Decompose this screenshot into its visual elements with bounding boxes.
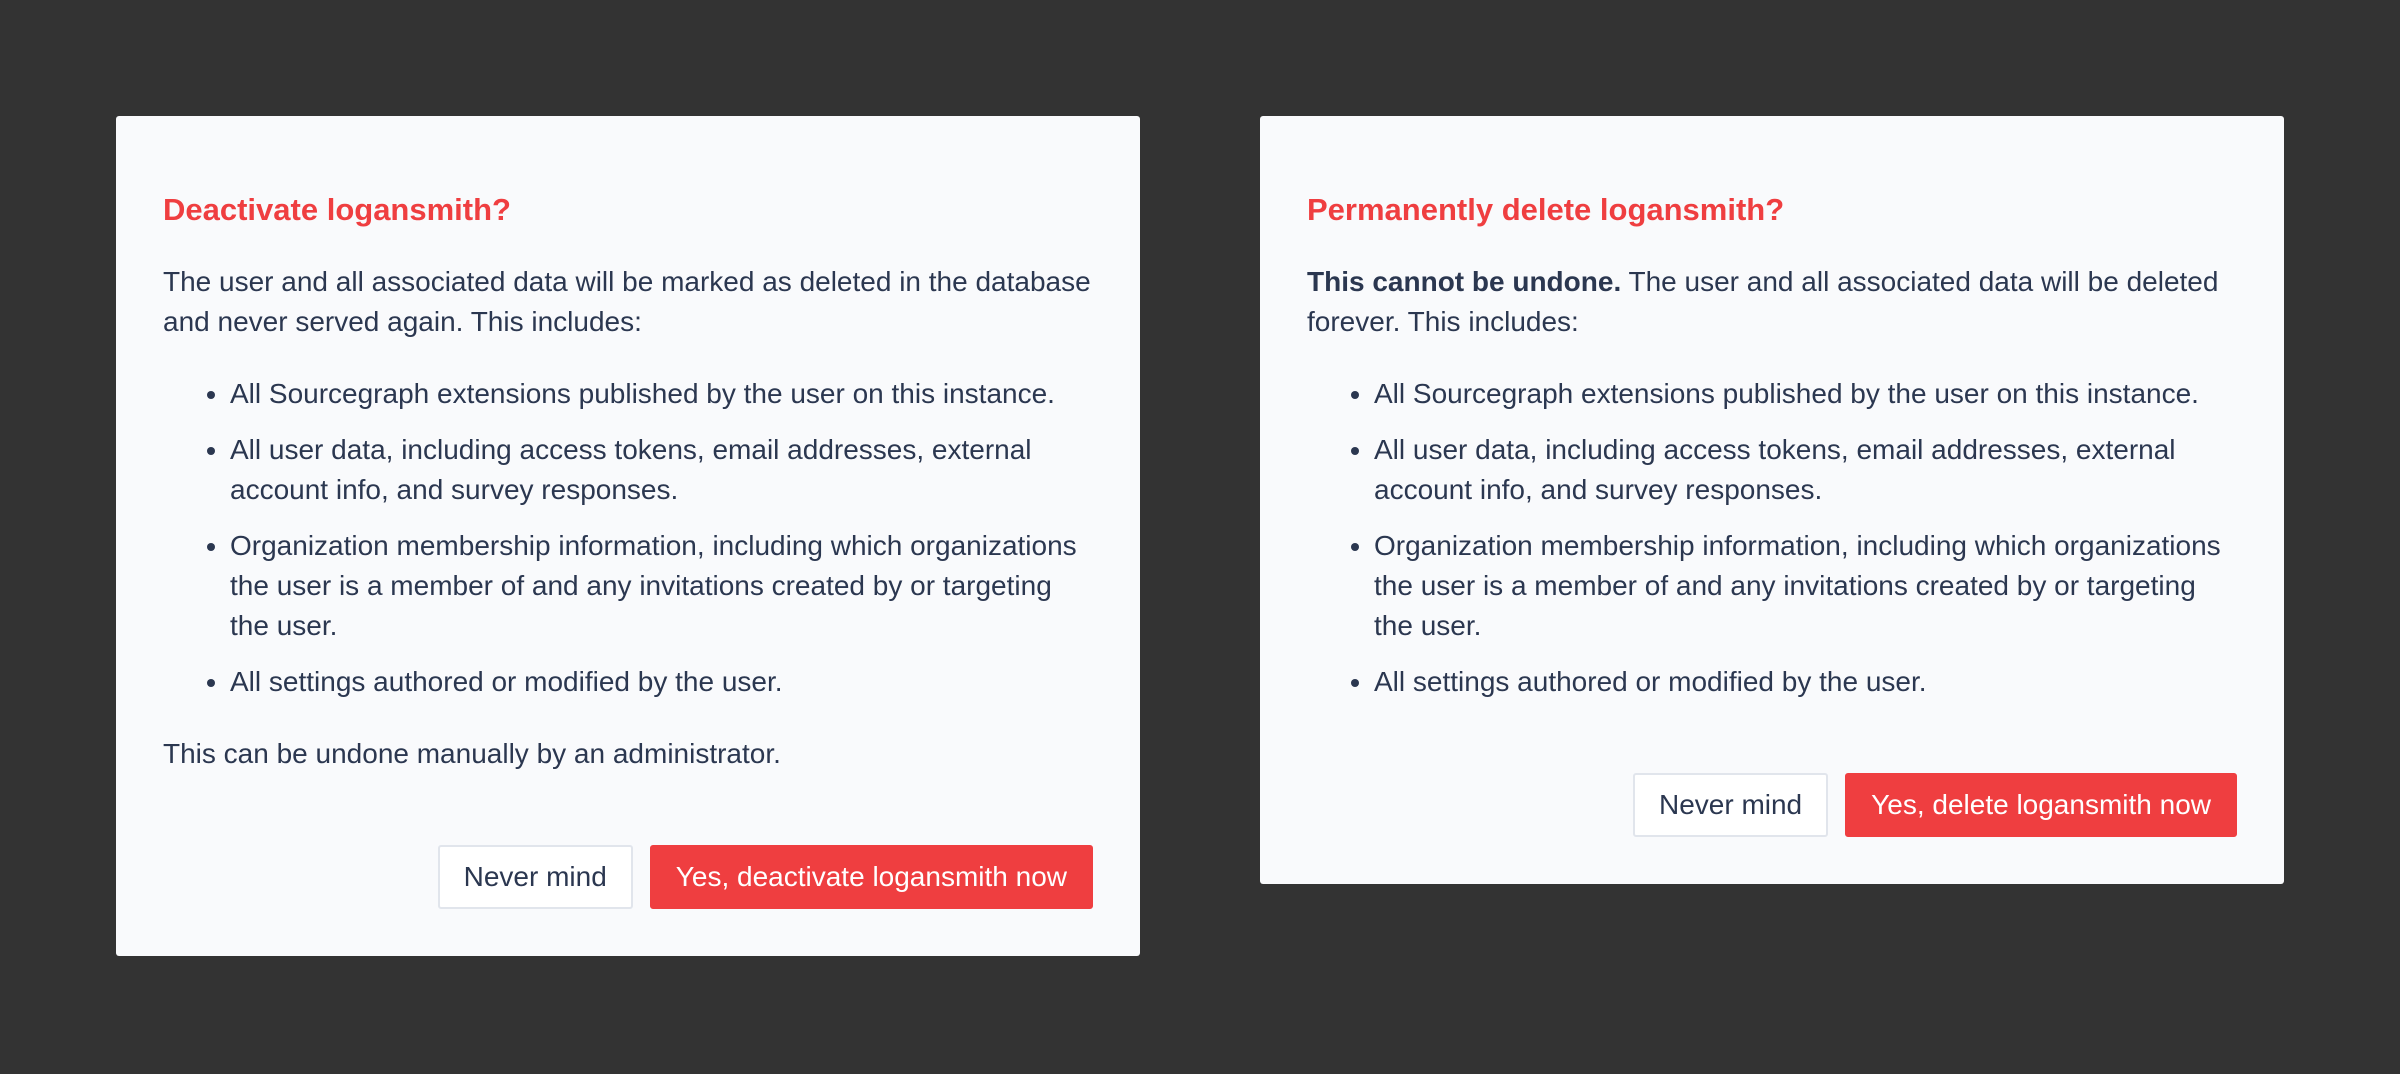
never-mind-button[interactable]: Never mind bbox=[1633, 773, 1828, 837]
list-item: • Organization membership information, including which organizations the user is a member of and any invitations created by or targeting the user. bbox=[230, 526, 1093, 646]
never-mind-button[interactable]: Never mind bbox=[438, 845, 633, 909]
list-item: • Organization membership information, including which organizations the user is a member of and any invitations created by or targeting the user. bbox=[1374, 526, 2237, 646]
delete-user-dialog bbox=[1260, 116, 2284, 884]
list-item: • All Sourcegraph extensions published by the user on this instance. bbox=[1374, 374, 2237, 414]
dialog-title: Permanently delete logansmith? bbox=[1307, 192, 1785, 227]
dialog-intro: The user and all associated data will be marked as deleted in the database and never served again. This includes: bbox=[163, 266, 1091, 337]
dialog-body bbox=[1307, 262, 2237, 702]
deactivate-user-dialog bbox=[116, 116, 1140, 956]
dialog-body bbox=[163, 262, 1093, 774]
confirm-deactivate-button[interactable]: Yes, deactivate logansmith now bbox=[650, 845, 1093, 909]
dialog-actions bbox=[1633, 773, 2237, 837]
included-data-list bbox=[1307, 374, 2237, 702]
undo-note: This can be undone manually by an administrator. bbox=[163, 738, 781, 769]
dialog-title: Deactivate logansmith? bbox=[163, 192, 511, 227]
list-item: • All user data, including access tokens, email addresses, external account info, and survey responses. bbox=[1374, 430, 2237, 510]
list-item: • All Sourcegraph extensions published by the user on this instance. bbox=[230, 374, 1093, 414]
dialog-intro-text: The user and all associated data will be deleted forever. This includes: bbox=[1307, 266, 2219, 337]
dialog-intro bbox=[1307, 262, 2237, 342]
confirm-delete-button[interactable]: Yes, delete logansmith now bbox=[1845, 773, 2237, 837]
list-item: • All settings authored or modified by the user. bbox=[230, 662, 1093, 702]
included-data-list bbox=[163, 374, 1093, 702]
list-item: • All user data, including access tokens, email addresses, external account info, and survey responses. bbox=[230, 430, 1093, 510]
dialog-actions bbox=[438, 845, 1093, 909]
list-item: • All settings authored or modified by the user. bbox=[1374, 662, 2237, 702]
irreversible-warning: This cannot be undone. bbox=[1307, 266, 1622, 297]
